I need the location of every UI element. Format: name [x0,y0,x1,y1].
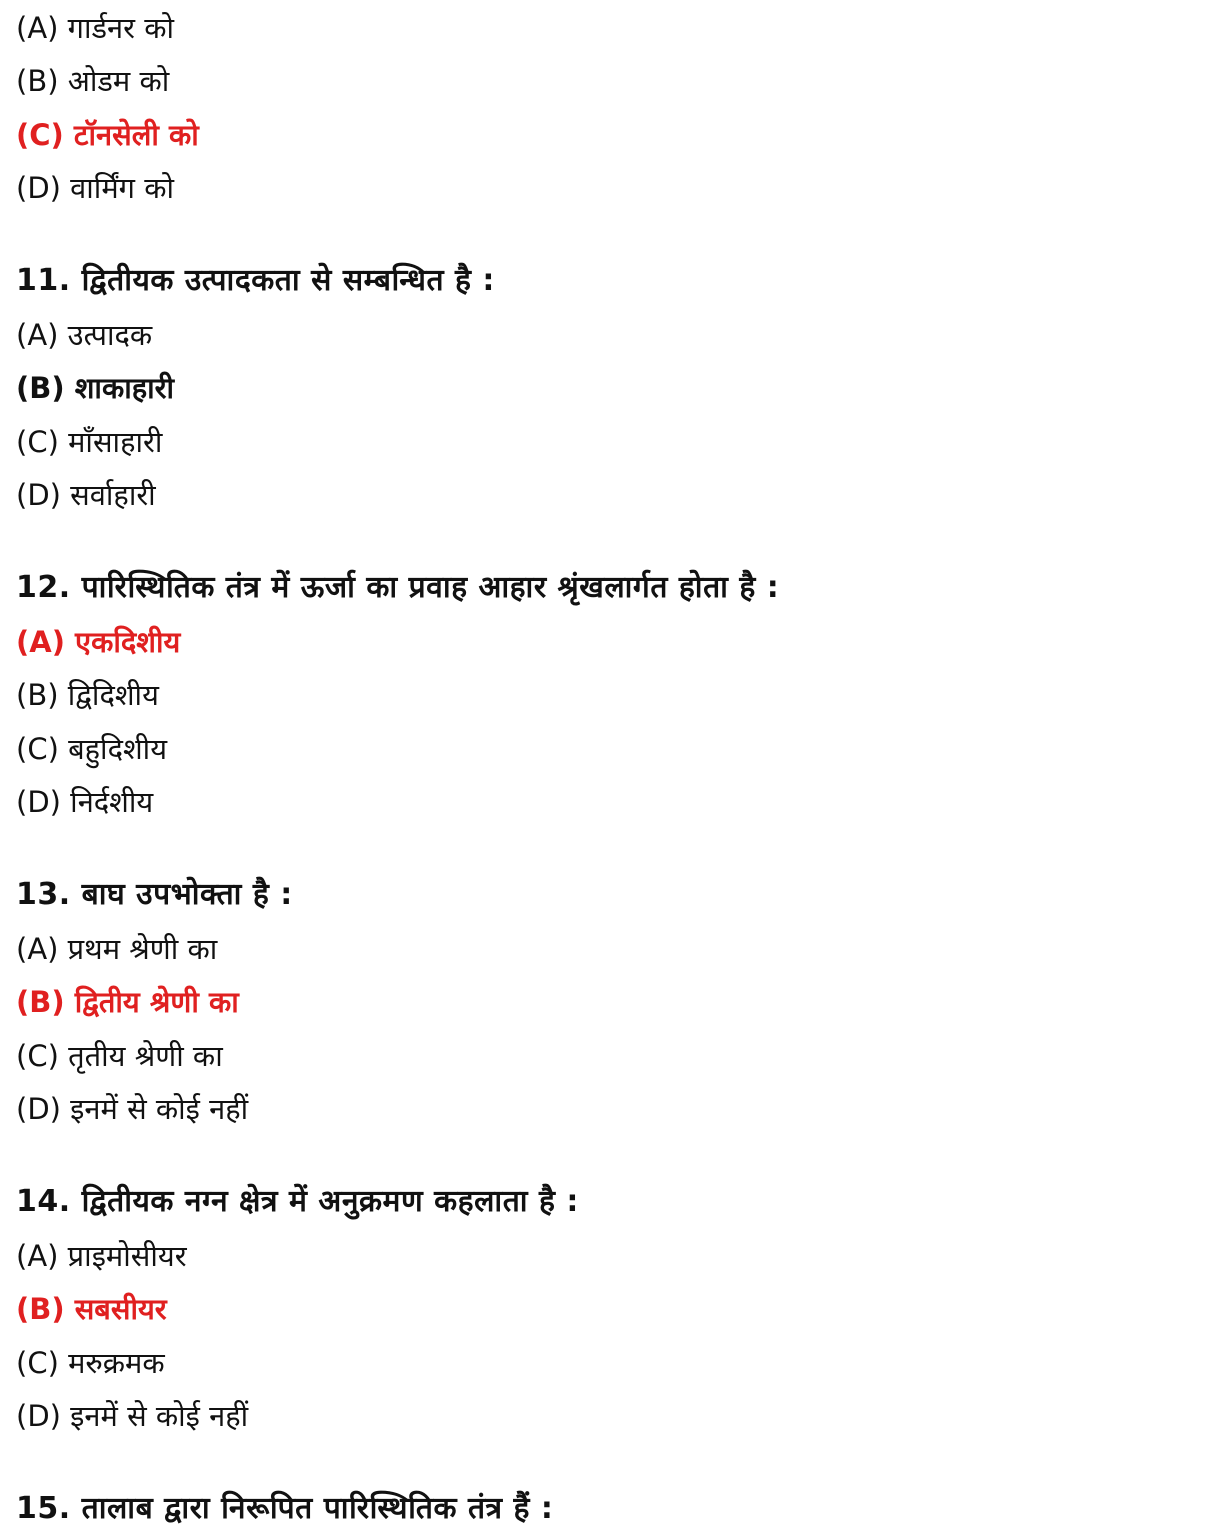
option-c-correct: (C) टॉनसेली को [16,118,199,152]
mcq-page [16,0,1206,1540]
question-11: 11. द्वितीयक उत्पादकता से सम्बन्धित है : [16,263,495,298]
option-b: (B) द्विदिशीय [16,678,159,712]
option-b-bold: (B) शाकाहारी [16,371,175,405]
question-14: 14. द्वितीयक नग्न क्षेत्र में अनुक्रमण कहलाता है : [16,1184,579,1219]
option-c: (C) बहुदिशीय [16,732,168,766]
option-d: (D) सर्वाहारी [16,478,156,512]
option-a: (A) गार्डनर को [16,11,174,45]
option-a: (A) प्राइमोसीयर [16,1239,187,1273]
option-b: (B) ओडम को [16,64,170,98]
option-d: (D) इनमें से कोई नहीं [16,1399,249,1433]
question-13: 13. बाघ उपभोक्ता है : [16,877,293,912]
option-c: (C) मरुक्रमक [16,1346,165,1380]
option-a: (A) प्रथम श्रेणी का [16,932,218,966]
option-d: (D) इनमें से कोई नहीं [16,1092,249,1126]
option-b-correct: (B) सबसीयर [16,1292,167,1326]
question-15: 15. तालाब द्वारा निरूपित पारिस्थितिक तंत्र हैं : [16,1491,554,1526]
option-d: (D) वार्मिंग को [16,171,174,205]
option-a: (A) उत्पादक [16,318,153,352]
option-c: (C) तृतीय श्रेणी का [16,1039,223,1073]
option-a-correct: (A) एकदिशीय [16,625,181,659]
option-c: (C) माँसाहारी [16,425,163,459]
option-d: (D) निर्दशीय [16,785,154,819]
option-b-correct: (B) द्वितीय श्रेणी का [16,985,239,1019]
question-12: 12. पारिस्थितिक तंत्र में ऊर्जा का प्रवाह आहार श्रृंखलार्गत होता है : [16,570,780,605]
